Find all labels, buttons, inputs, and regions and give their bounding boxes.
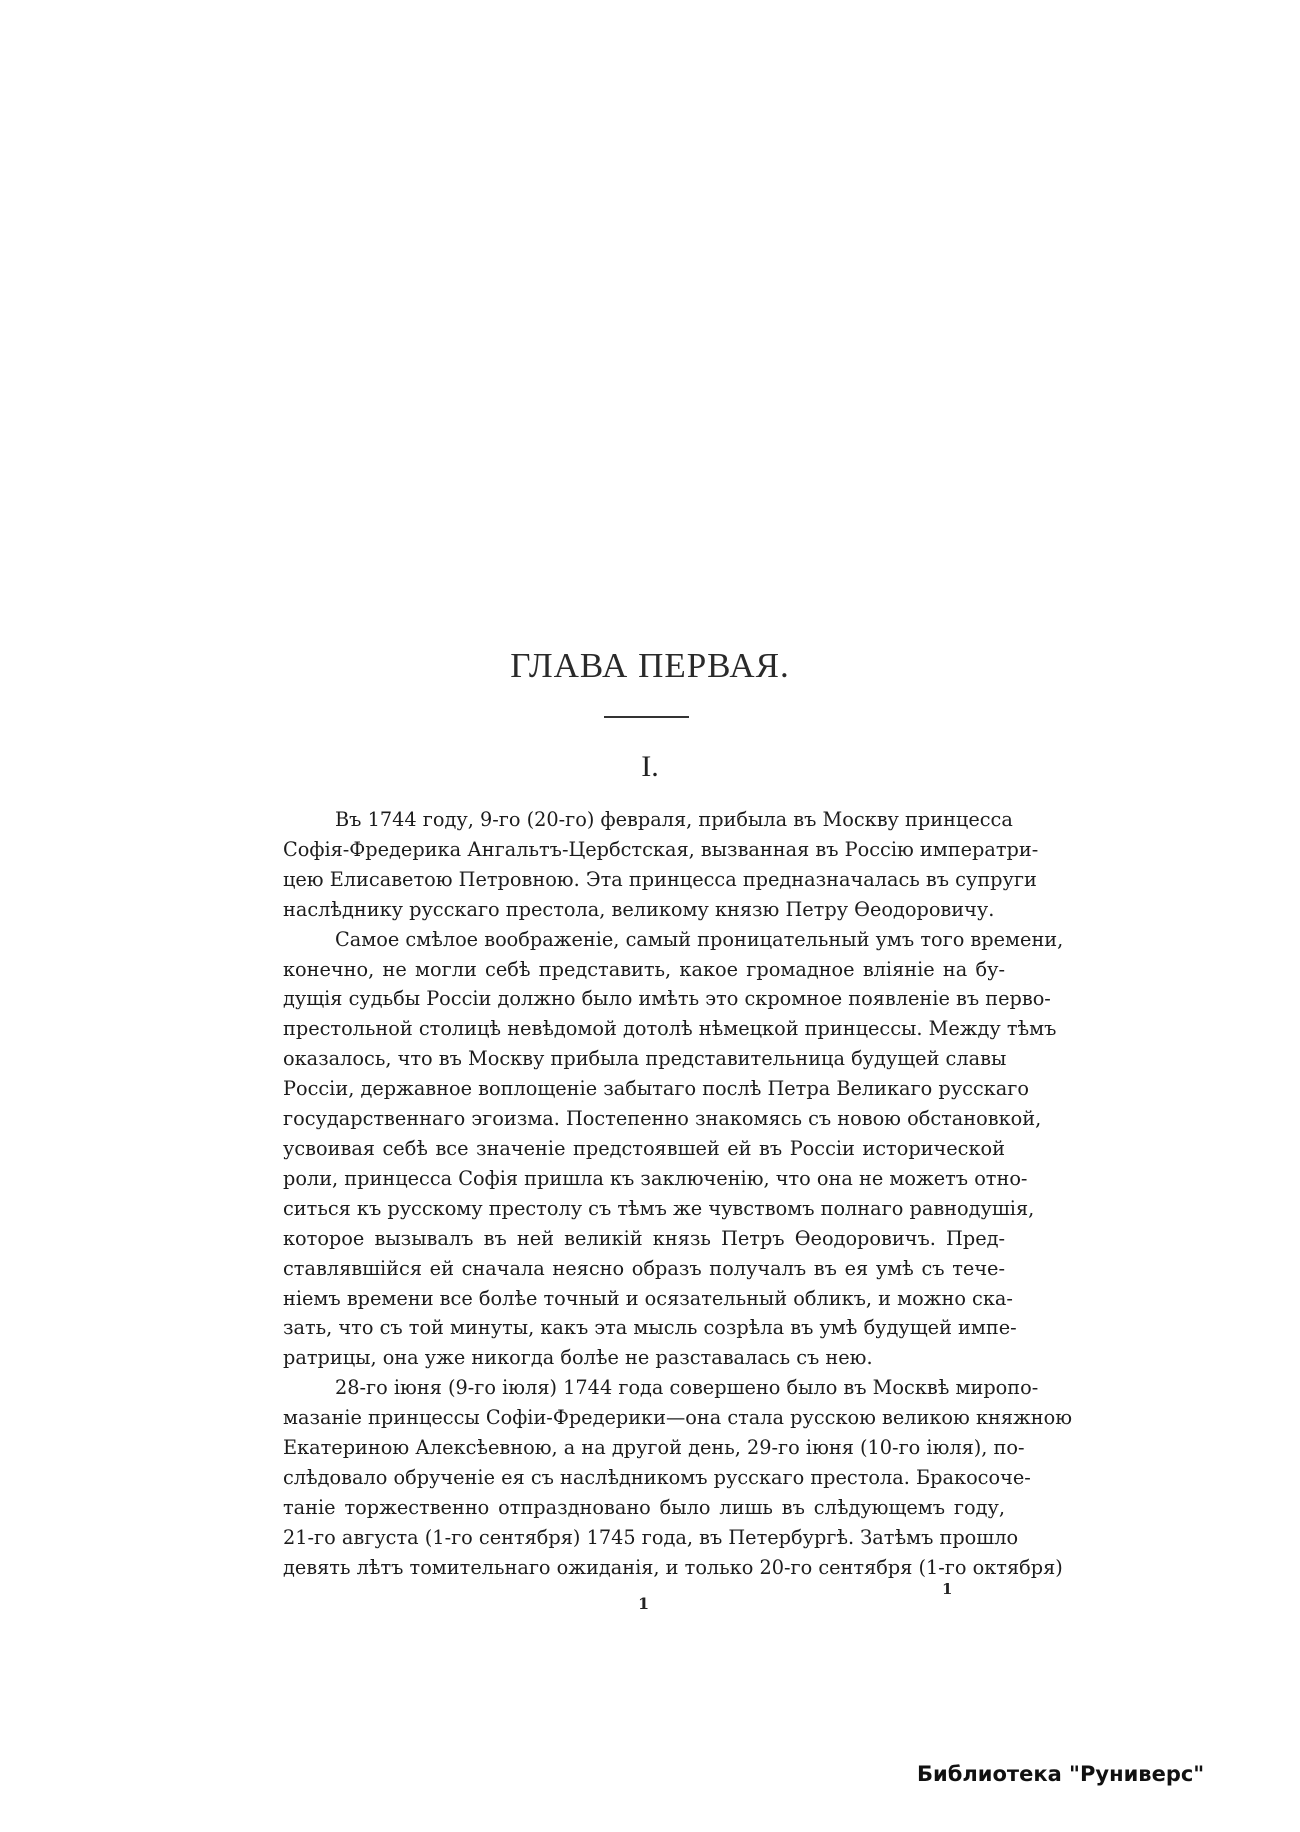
text-line: наслѣднику русскаго престола, великому князю Петру Ѳеодоровичу.: [283, 897, 995, 921]
text-line: зать, что съ той минуты, какъ эта мысль созрѣла въ умѣ будущей импе-: [283, 1316, 1017, 1340]
text-line: государственнаго эгоизма. Постепенно знакомясь съ новою обстановкой,: [283, 1107, 1042, 1131]
text-line: слѣдовало обрученіе ея съ наслѣдникомъ русскаго престола. Бракосоче-: [283, 1465, 1031, 1489]
text-line: престольной столицѣ невѣдомой дотолѣ нѣмецкой принцессы. Между тѣмъ: [283, 1017, 1057, 1041]
text-line: девять лѣтъ томительнаго ожиданія, и только 20-го сентября (1-го октября): [283, 1555, 1063, 1579]
section-numeral: I.: [641, 750, 659, 783]
text-line: Въ 1744 году, 9-го (20-го) февраля, прибыла въ Москву принцесса: [335, 808, 1013, 831]
paragraph: [283, 805, 1039, 925]
text-line: 28-го іюня (9-го іюля) 1744 года совершено было въ Москвѣ миропо-: [335, 1376, 1039, 1400]
library-watermark: Библиотека "Руниверс": [917, 1762, 1205, 1786]
text-line: которое вызывалъ въ ней великій князь Петръ Ѳеодоровичъ. Пред-: [283, 1226, 1005, 1250]
text-line: мазаніе принцессы Софіи-Фредерики—она стала русскою великою княжною: [283, 1406, 1073, 1430]
text-line: оказалось, что въ Москву прибыла представительница будущей славы: [283, 1047, 1007, 1071]
page-number: 1: [638, 1594, 650, 1613]
text-line: ставлявшійся ей сначала неясно образъ получалъ въ ея умѣ съ тече-: [283, 1256, 1005, 1280]
text-line: Россіи, державное воплощеніе забытаго послѣ Петра Великаго русскаго: [283, 1077, 1029, 1101]
text-line: ратрицы, она уже никогда болѣе не разставалась съ нею.: [283, 1346, 873, 1370]
text-line: таніе торжественно отпраздновано было лишь въ слѣдующемъ году,: [283, 1495, 1005, 1519]
title-divider: [604, 716, 689, 718]
text-line: роли, принцесса Софія пришла къ заключенію, что она не можетъ отно-: [283, 1166, 1028, 1190]
text-line: Софія-Фредерика Ангальтъ-Цербстская, вызванная въ Россію императри-: [283, 837, 1039, 861]
chapter-title: ГЛАВА ПЕРВАЯ.: [510, 646, 790, 685]
text-line: дущія судьбы Россіи должно было имѣть это скромное появленіе въ перво-: [283, 987, 1051, 1011]
text-line: Самое смѣлое воображеніе, самый проницательный умъ того времени,: [335, 927, 1064, 951]
paragraph: [283, 925, 1064, 1374]
body-text: [283, 805, 1073, 1583]
text-line: 21-го августа (1-го сентября) 1745 года, въ Петербургѣ. Затѣмъ прошло: [283, 1525, 1019, 1549]
sheet-number: 1: [942, 1580, 953, 1598]
text-line: цею Елисаветою Петровною. Эта принцесса предназначалась въ супруги: [283, 867, 1037, 891]
paragraph: [283, 1373, 1073, 1582]
text-line: усвоивая себѣ все значеніе предстоявшей ей въ Россіи исторической: [283, 1136, 1005, 1160]
text-line: конечно, не могли себѣ представить, какое громадное вліяніе на бу-: [283, 957, 1005, 981]
text-line: ситься къ русскому престолу съ тѣмъ же чувствомъ полнаго равнодушія,: [283, 1196, 1035, 1220]
text-line: Екатериною Алексѣевною, а на другой день, 29-го іюня (10-го іюля), по-: [283, 1436, 1025, 1460]
text-line: ніемъ времени все болѣе точный и осязательный обликъ, и можно ска-: [283, 1286, 1013, 1310]
